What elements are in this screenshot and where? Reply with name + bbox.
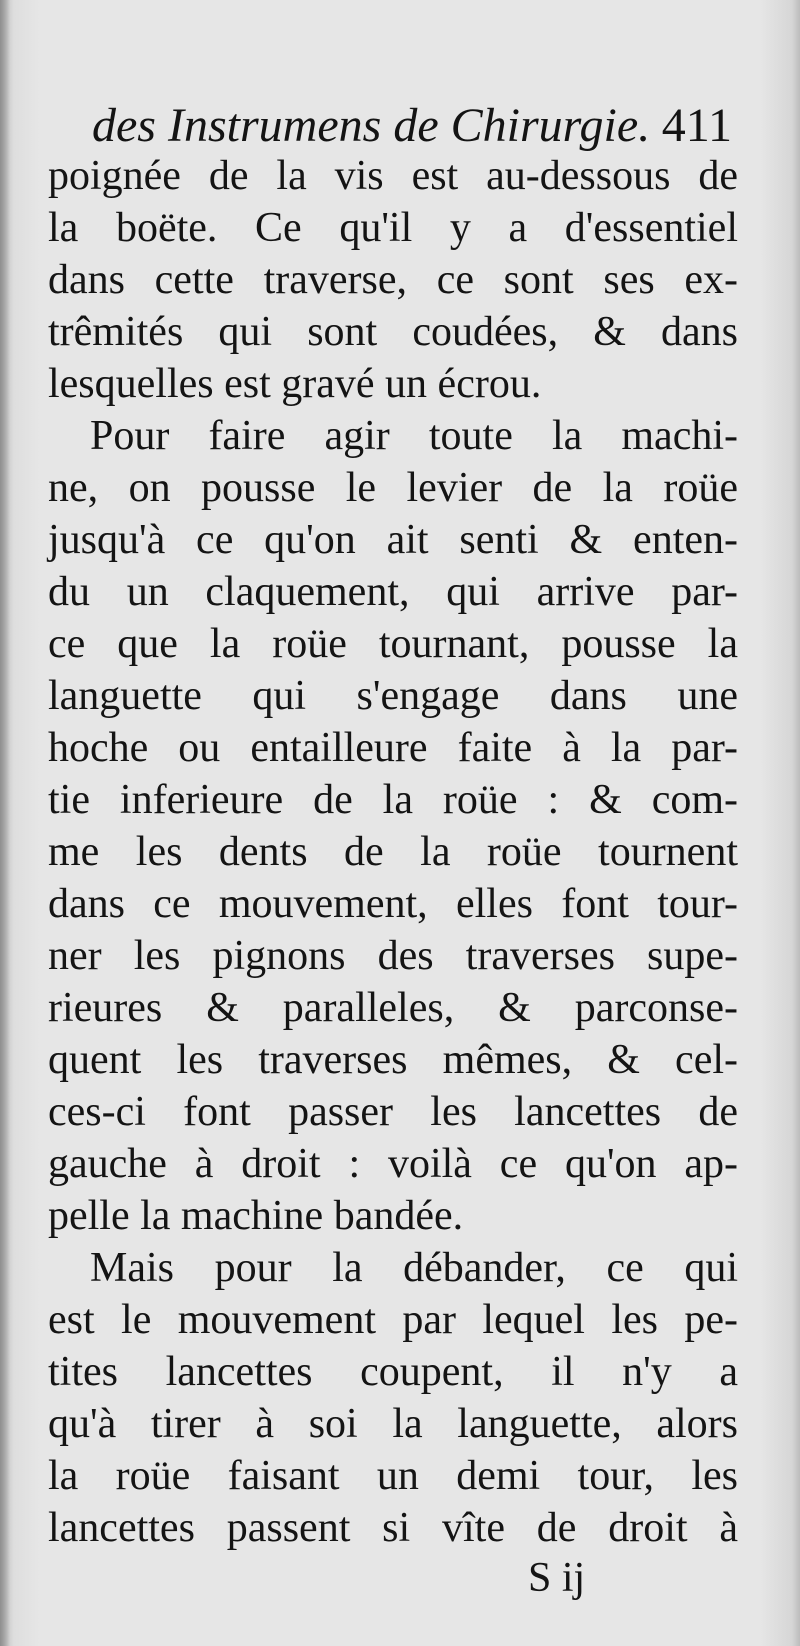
text-line: ne, on pousse le levier de la roüe [48, 465, 738, 511]
text-line: Pour faire agir toute la machi- [90, 413, 738, 459]
text-line: jusqu'à ce qu'on ait senti & enten- [48, 517, 738, 563]
text-line: la roüe faisant un demi tour, les [48, 1453, 738, 1499]
text-line: rieures & paralleles, & parconse- [48, 985, 738, 1031]
text-line: dans ce mouvement, elles font tour- [48, 881, 738, 927]
running-title: des Instrumens de Chirurgie. [92, 99, 651, 152]
text-line: quent les traverses mêmes, & cel- [48, 1037, 738, 1083]
text-line: lancettes passent si vîte de droit à [48, 1505, 738, 1551]
text-line: ces-ci font passer les lancettes de [48, 1089, 738, 1135]
text-line: du un claquement, qui arrive par- [48, 569, 738, 615]
text-line: tie inferieure de la roüe : & com- [48, 777, 738, 823]
text-line: qu'à tirer à soi la languette, alors [48, 1401, 738, 1447]
text-line: lesquelles est gravé un écrou. [48, 361, 542, 407]
body-text [48, 150, 738, 1554]
page-number: 411 [661, 99, 732, 152]
text-line: ner les pignons des traverses supe- [48, 933, 738, 979]
text-line: poignée de la vis est au-dessous de [48, 153, 738, 199]
text-line: la boëte. Ce qu'il y a d'essentiel [48, 205, 738, 251]
gutter-shadow [0, 0, 10, 1646]
signature-mark: S ij [528, 1555, 586, 1601]
text-line: me les dents de la roüe tournent [48, 829, 738, 875]
text-line: est le mouvement par lequel les pe- [48, 1297, 738, 1343]
text-line: ce que la roüe tournant, pousse la [48, 621, 738, 667]
text-line: hoche ou entailleure faite à la par- [48, 725, 738, 771]
text-line: trêmités qui sont coudées, & dans [48, 309, 738, 355]
text-line: Mais pour la débander, ce qui [90, 1245, 738, 1291]
text-line: languette qui s'engage dans une [48, 673, 738, 719]
page-header [92, 96, 732, 156]
text-line: pelle la machine bandée. [48, 1193, 464, 1239]
text-line: gauche à droit : voilà ce qu'on ap- [48, 1141, 738, 1187]
text-line: dans cette traverse, ce sont ses ex- [48, 257, 738, 303]
text-line: tites lancettes coupent, il n'y a [48, 1349, 738, 1395]
